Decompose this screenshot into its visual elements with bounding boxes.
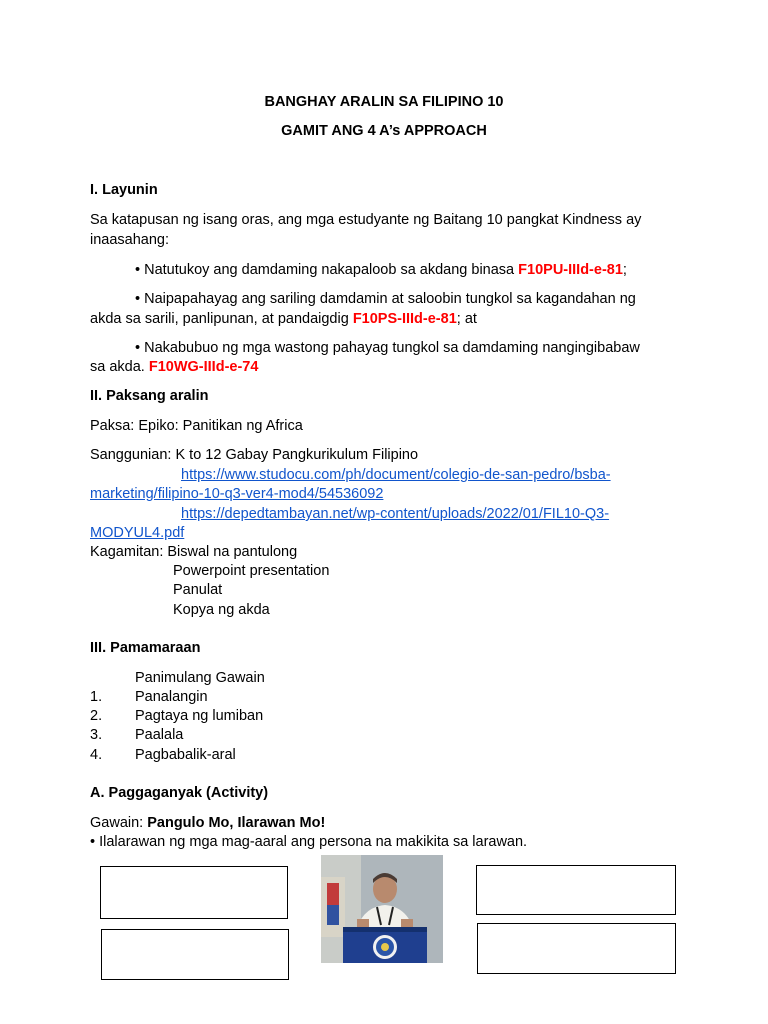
reference-link-1-line1[interactable]: https://www.studocu.com/ph/document/colegio-de-san-pedro/bsba- [181,467,611,483]
reference-link-2-line1[interactable]: https://depedtambayan.net/wp-content/uploads/2022/01/FIL10-Q3- [181,506,610,522]
step-number: 1. [90,689,103,705]
objective-3-line2 [90,358,258,377]
activity-heading: A. Paggaganyak (Activity) [90,785,269,801]
reference-link-2-line2[interactable]: MODYUL4.pdf [90,525,185,541]
step-number: 2. [90,708,103,724]
gawain-title: Pangulo Mo, Ilarawan Mo! [147,815,326,831]
president-photo [321,855,443,963]
kagamitan-line: Kagamitan: Biswal na pantulong [90,544,298,560]
answer-box-top-right[interactable] [476,865,676,915]
step-number: 3. [90,727,103,743]
step-text: Pagtaya ng lumiban [135,708,264,724]
speaker-at-podium-image [321,855,443,963]
document-title: BANGHAY ARALIN SA FILIPINO 10 [264,94,504,110]
material-item: Kopya ng akda [173,602,270,618]
objective-2-text: akda sa sarili, panlipunan, at pandaigdig [90,311,353,327]
competency-code-1: F10PU-IIId-e-81 [518,262,623,278]
paksa-line: Paksa: Epiko: Panitikan ng Africa [90,418,303,434]
panimulang-gawain-label: Panimulang Gawain [135,670,265,686]
step-text: Pagbabalik-aral [135,747,236,763]
answer-box-bottom-right[interactable] [477,923,676,974]
objective-2-end: ; at [456,311,477,327]
answer-box-top-left[interactable] [100,866,288,919]
gawain-label: Gawain: [90,815,148,831]
answer-box-bottom-left[interactable] [101,929,289,980]
objective-3-text: sa akda. [90,359,149,375]
layunin-heading: I. Layunin [90,182,158,198]
layunin-intro-line2: inaasahang: [90,232,170,248]
step-number: 4. [90,747,103,763]
gawain-line [90,814,325,833]
step-text: Panalangin [135,689,208,705]
objective-1-text: • Natutukoy ang damdaming nakapaloob sa akdang binasa [135,262,519,278]
objective-3-line1: • Nakabubuo ng mga wastong pahayag tungkol sa damdaming nangingibabaw [135,340,640,356]
step-text: Paalala [135,727,184,743]
objective-2-line2 [90,310,477,329]
objective-2-line1: • Naipapahayag ang sariling damdamin at saloobin tungkol sa kagandahan ng [135,291,636,307]
layunin-intro-line1: Sa katapusan ng isang oras, ang mga estudyante ng Baitang 10 pangkat Kindness ay [90,212,642,228]
objective-1 [135,261,627,280]
activity-instruction: • Ilalarawan ng mga mag-aaral ang persona na makikita sa larawan. [90,834,528,850]
material-item: Panulat [173,582,223,598]
paksa-heading: II. Paksang aralin [90,388,209,404]
pamamaraan-heading: III. Pamamaraan [90,640,201,656]
sanggunian-line: Sanggunian: K to 12 Gabay Pangkurikulum Filipino [90,447,419,463]
material-item: Powerpoint presentation [173,563,330,579]
competency-code-3: F10WG-IIId-e-74 [148,359,259,375]
document-subtitle: GAMIT ANG 4 A’s APPROACH [281,123,487,139]
objective-1-end: ; [622,262,627,278]
competency-code-2: F10PS-IIId-e-81 [352,311,457,327]
reference-link-1-line2[interactable]: marketing/filipino-10-q3-ver4-mod4/54536092 [90,486,384,502]
